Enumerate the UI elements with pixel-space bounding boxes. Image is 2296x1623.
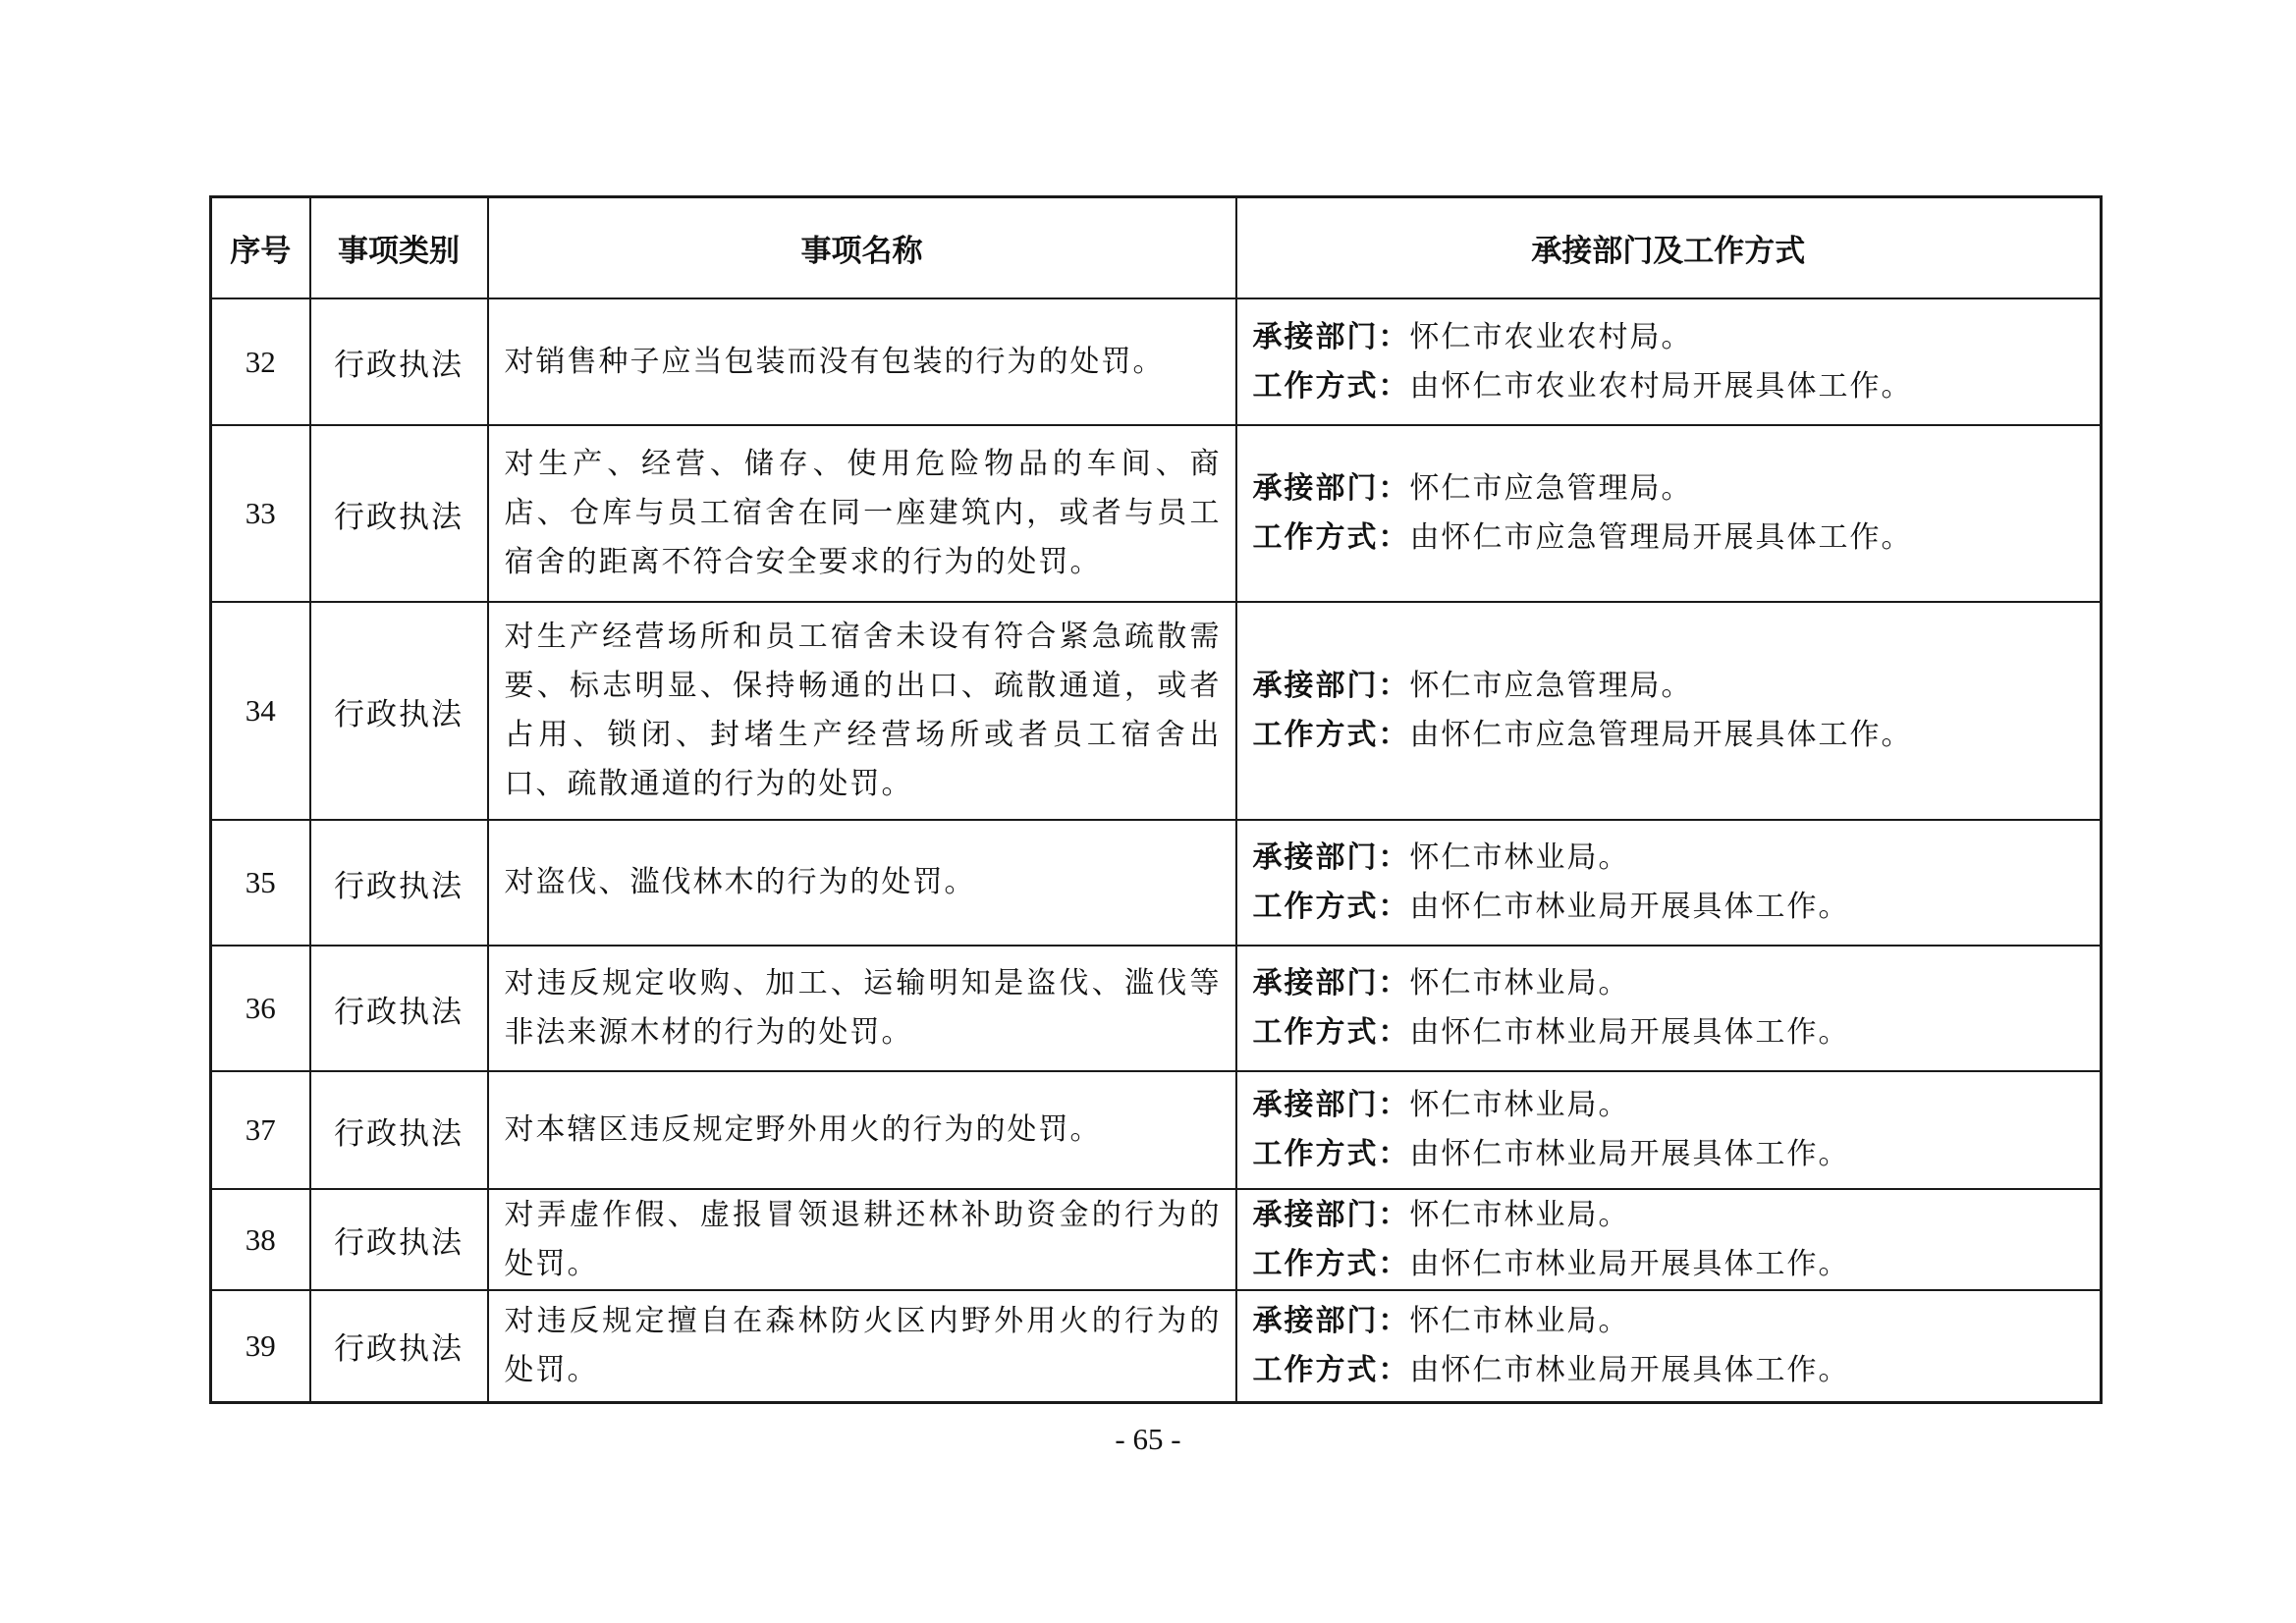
method-label: 工作方式： xyxy=(1252,1246,1410,1281)
header-item-name: 事项名称 xyxy=(488,197,1236,299)
method-value: 由怀仁市农业农村局开展具体工作。 xyxy=(1409,368,1913,404)
row-dept-method xyxy=(1236,425,2102,602)
row-seq: 36 xyxy=(211,946,310,1071)
table-row xyxy=(211,1071,2102,1189)
method-line xyxy=(1253,1240,2087,1289)
method-line xyxy=(1253,1008,2087,1057)
method-line xyxy=(1253,1346,2087,1395)
method-label: 工作方式： xyxy=(1252,368,1410,404)
row-seq: 39 xyxy=(211,1290,310,1402)
row-dept-method xyxy=(1236,1290,2102,1402)
dept-value: 怀仁市林业局。 xyxy=(1409,1303,1630,1338)
method-label: 工作方式： xyxy=(1252,1352,1410,1387)
method-line xyxy=(1253,1130,2087,1179)
method-line xyxy=(1253,362,2087,411)
dept-label: 承接部门： xyxy=(1252,840,1410,875)
dept-value: 怀仁市应急管理局。 xyxy=(1409,669,1693,703)
table-header xyxy=(211,197,2102,299)
row-item-name: 对违反规定擅自在森林防火区内野外用火的行为的处罚。 xyxy=(488,1290,1236,1402)
method-value: 由怀仁市林业局开展具体工作。 xyxy=(1409,1137,1850,1171)
table-body xyxy=(211,298,2102,1402)
row-dept-method xyxy=(1236,820,2102,946)
row-category: 行政执法 xyxy=(310,298,488,425)
dept-line xyxy=(1253,464,2087,514)
row-category: 行政执法 xyxy=(310,425,488,602)
row-seq: 37 xyxy=(211,1071,310,1189)
dept-line xyxy=(1253,1081,2087,1130)
table-row xyxy=(211,425,2102,602)
method-label: 工作方式： xyxy=(1252,1015,1410,1050)
row-dept-method xyxy=(1236,602,2102,820)
row-seq: 35 xyxy=(211,820,310,946)
row-dept-method xyxy=(1236,298,2102,425)
dept-line xyxy=(1253,834,2087,883)
table-row xyxy=(211,1290,2102,1402)
dept-label: 承接部门： xyxy=(1252,1197,1410,1232)
dept-value: 怀仁市林业局。 xyxy=(1409,840,1630,875)
method-label: 工作方式： xyxy=(1252,520,1410,555)
dept-line xyxy=(1253,313,2087,362)
row-category: 行政执法 xyxy=(310,1071,488,1189)
table-row xyxy=(211,1189,2102,1290)
table-row xyxy=(211,298,2102,425)
dept-label: 承接部门： xyxy=(1252,1088,1410,1122)
header-row xyxy=(211,197,2102,299)
table-row xyxy=(211,602,2102,820)
row-dept-method xyxy=(1236,1189,2102,1290)
row-seq: 38 xyxy=(211,1189,310,1290)
header-seq: 序号 xyxy=(211,197,310,299)
header-dept-method: 承接部门及工作方式 xyxy=(1236,197,2102,299)
row-seq: 33 xyxy=(211,425,310,602)
method-line xyxy=(1253,883,2087,932)
method-label: 工作方式： xyxy=(1252,890,1410,924)
dept-line xyxy=(1253,959,2087,1008)
method-value: 由怀仁市应急管理局开展具体工作。 xyxy=(1409,520,1913,555)
method-line xyxy=(1253,711,2087,760)
dept-value: 怀仁市应急管理局。 xyxy=(1409,471,1693,506)
table-row xyxy=(211,820,2102,946)
row-item-name: 对生产、经营、储存、使用危险物品的车间、商店、仓库与员工宿舍在同一座建筑内，或者与员工宿舍的距离不符合安全要求的行为的处罚。 xyxy=(488,425,1236,602)
method-label: 工作方式： xyxy=(1252,1137,1410,1171)
row-category: 行政执法 xyxy=(310,820,488,946)
method-value: 由怀仁市应急管理局开展具体工作。 xyxy=(1409,718,1913,752)
row-seq: 32 xyxy=(211,298,310,425)
page-number: - 65 - xyxy=(1115,1422,1181,1456)
responsibility-table xyxy=(209,195,2103,1404)
method-value: 由怀仁市林业局开展具体工作。 xyxy=(1409,1246,1850,1281)
dept-value: 怀仁市林业局。 xyxy=(1409,1088,1630,1122)
dept-label: 承接部门： xyxy=(1252,1303,1410,1338)
method-line xyxy=(1253,514,2087,563)
dept-value: 怀仁市林业局。 xyxy=(1409,1197,1630,1232)
dept-label: 承接部门： xyxy=(1252,319,1410,354)
dept-line xyxy=(1253,1191,2087,1240)
table-row xyxy=(211,946,2102,1071)
dept-value: 怀仁市林业局。 xyxy=(1409,966,1630,1001)
row-item-name: 对生产经营场所和员工宿舍未设有符合紧急疏散需要、标志明显、保持畅通的出口、疏散通道，或者占用、锁闭、封堵生产经营场所或者员工宿舍出口、疏散通道的行为的处罚。 xyxy=(488,602,1236,820)
row-category: 行政执法 xyxy=(310,946,488,1071)
row-item-name: 对盗伐、滥伐林木的行为的处罚。 xyxy=(488,820,1236,946)
row-seq: 34 xyxy=(211,602,310,820)
row-category: 行政执法 xyxy=(310,602,488,820)
row-category: 行政执法 xyxy=(310,1290,488,1402)
row-item-name: 对违反规定收购、加工、运输明知是盗伐、滥伐等非法来源木材的行为的处罚。 xyxy=(488,946,1236,1071)
row-item-name: 对本辖区违反规定野外用火的行为的处罚。 xyxy=(488,1071,1236,1189)
row-dept-method xyxy=(1236,1071,2102,1189)
header-category: 事项类别 xyxy=(310,197,488,299)
method-label: 工作方式： xyxy=(1252,718,1410,752)
dept-label: 承接部门： xyxy=(1252,669,1410,703)
method-value: 由怀仁市林业局开展具体工作。 xyxy=(1409,890,1850,924)
method-value: 由怀仁市林业局开展具体工作。 xyxy=(1409,1352,1850,1387)
dept-value: 怀仁市农业农村局。 xyxy=(1409,319,1693,354)
dept-label: 承接部门： xyxy=(1252,966,1410,1001)
dept-line xyxy=(1253,1297,2087,1346)
row-item-name: 对销售种子应当包装而没有包装的行为的处罚。 xyxy=(488,298,1236,425)
row-category: 行政执法 xyxy=(310,1189,488,1290)
row-item-name: 对弄虚作假、虚报冒领退耕还林补助资金的行为的处罚。 xyxy=(488,1189,1236,1290)
dept-label: 承接部门： xyxy=(1252,471,1410,506)
row-dept-method xyxy=(1236,946,2102,1071)
method-value: 由怀仁市林业局开展具体工作。 xyxy=(1409,1015,1850,1050)
dept-line xyxy=(1253,662,2087,711)
